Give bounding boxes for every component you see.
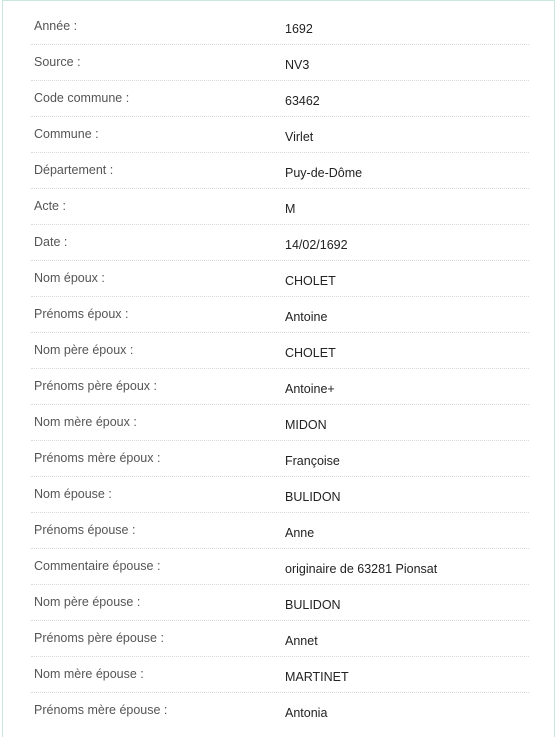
field-label: Nom père époux : bbox=[34, 343, 134, 357]
field-row-acte bbox=[31, 189, 529, 225]
field-value: BULIDON bbox=[285, 598, 341, 612]
field-label: Nom père épouse : bbox=[34, 595, 141, 609]
field-value: Antonia bbox=[285, 706, 328, 720]
field-value: CHOLET bbox=[285, 346, 336, 360]
field-label: Département : bbox=[34, 163, 114, 177]
field-label: Prénoms père épouse : bbox=[34, 631, 164, 645]
field-row-prenoms-mere-epoux bbox=[31, 441, 529, 477]
field-label: Source : bbox=[34, 55, 81, 69]
field-row-nom-mere-epouse bbox=[31, 657, 529, 693]
field-value: Puy-de-Dôme bbox=[285, 166, 363, 180]
field-value: M bbox=[285, 202, 296, 216]
field-label: Année : bbox=[34, 19, 78, 33]
field-row-prenoms-mere-epouse bbox=[31, 693, 529, 729]
record-fields bbox=[31, 9, 529, 729]
field-row-code-commune bbox=[31, 81, 529, 117]
field-value: MARTINET bbox=[285, 670, 349, 684]
field-value: Anne bbox=[285, 526, 315, 540]
field-row-date bbox=[31, 225, 529, 261]
field-label: Prénoms époux : bbox=[34, 307, 129, 321]
field-row-annee bbox=[31, 9, 529, 45]
field-value: originaire de 63281 Pionsat bbox=[285, 562, 438, 576]
field-row-prenoms-epoux bbox=[31, 297, 529, 333]
field-row-source bbox=[31, 45, 529, 81]
field-row-commune bbox=[31, 117, 529, 153]
field-value: Annet bbox=[285, 634, 318, 648]
field-row-prenoms-pere-epoux bbox=[31, 369, 529, 405]
field-label: Nom épouse : bbox=[34, 487, 112, 501]
field-label: Date : bbox=[34, 235, 68, 249]
field-row-nom-epouse bbox=[31, 477, 529, 513]
field-row-prenoms-pere-epouse bbox=[31, 621, 529, 657]
field-row-nom-mere-epoux bbox=[31, 405, 529, 441]
field-value: Virlet bbox=[285, 130, 314, 144]
field-row-departement bbox=[31, 153, 529, 189]
record-panel bbox=[2, 0, 555, 737]
field-label: Commentaire épouse : bbox=[34, 559, 161, 573]
field-label: Nom époux : bbox=[34, 271, 105, 285]
field-value: 14/02/1692 bbox=[285, 238, 348, 252]
field-value: CHOLET bbox=[285, 274, 336, 288]
field-label: Prénoms père époux : bbox=[34, 379, 157, 393]
field-label: Prénoms mère époux : bbox=[34, 451, 161, 465]
field-label: Nom mère époux : bbox=[34, 415, 137, 429]
field-row-nom-pere-epoux bbox=[31, 333, 529, 369]
field-value: Antoine bbox=[285, 310, 328, 324]
field-value: NV3 bbox=[285, 58, 310, 72]
field-value: 1692 bbox=[285, 22, 313, 36]
field-label: Prénoms mère épouse : bbox=[34, 703, 168, 717]
field-label: Code commune : bbox=[34, 91, 130, 105]
field-value: 63462 bbox=[285, 94, 320, 108]
field-label: Acte : bbox=[34, 199, 66, 213]
field-label: Nom mère épouse : bbox=[34, 667, 144, 681]
field-row-nom-epoux bbox=[31, 261, 529, 297]
field-row-nom-pere-epouse bbox=[31, 585, 529, 621]
field-value: BULIDON bbox=[285, 490, 341, 504]
field-row-commentaire-epouse bbox=[31, 549, 529, 585]
field-label: Prénoms épouse : bbox=[34, 523, 136, 537]
field-value: MIDON bbox=[285, 418, 327, 432]
field-label: Commune : bbox=[34, 127, 99, 141]
field-value: Françoise bbox=[285, 454, 340, 468]
field-value: Antoine+ bbox=[285, 382, 335, 396]
field-row-prenoms-epouse bbox=[31, 513, 529, 549]
